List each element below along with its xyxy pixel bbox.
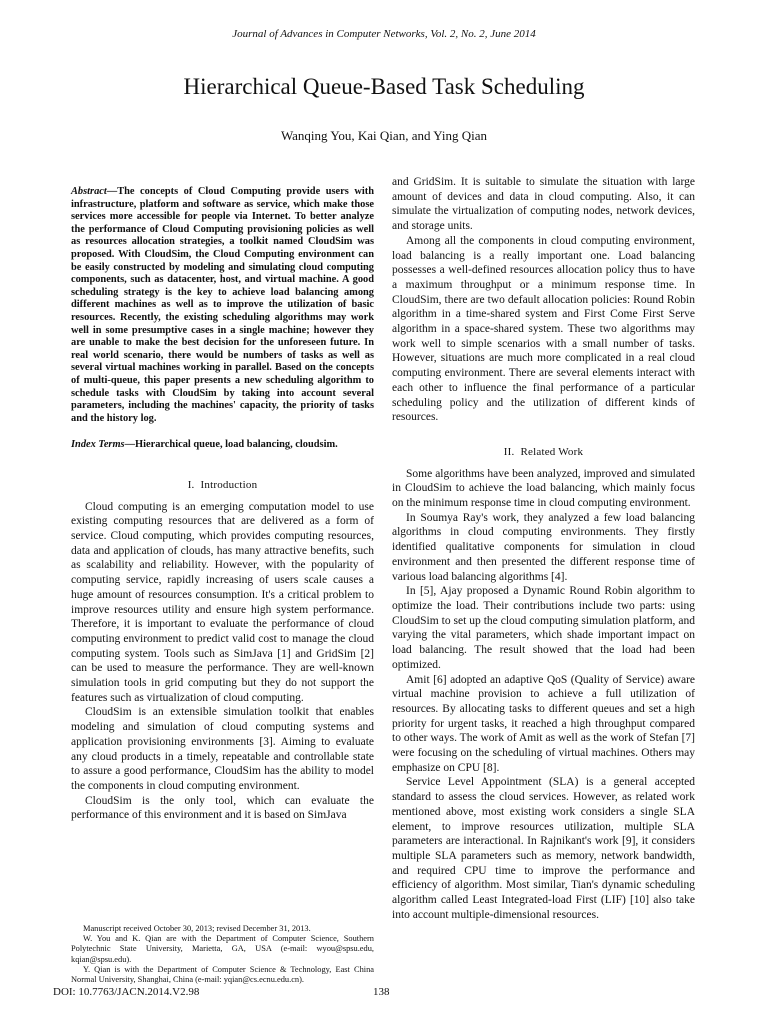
footnote: W. You and K. Qian are with the Department of Computer Science, Southern Polytechnic State University, Marietta, GA, USA (e-mail: wyou@spsu.edu, kqian@spsu.edu). — [71, 934, 374, 964]
section-heading-introduction — [71, 478, 374, 493]
footnotes — [71, 924, 374, 985]
footnote: Manuscript received October 30, 2013; revised December 31, 2013. — [83, 924, 311, 933]
paragraph: Service Level Appointment (SLA) is a general accepted standard to assess the cloud services. However, as related work mentioned above, most existing work considers a single SLA element, to improve resources utilization, multiple SLA parameters are interactional. In Rajnikant's work [9], it considers multiple SLA parameters such as memory, network bandwidth, and required CPU time to improve the performance and efficiency of algorithm. Most similar, Tian's dynamic scheduling algorithm called Least Integrated-load First (LIF) [10] also take into account multiple-dimensional resources. — [392, 776, 695, 921]
abstract-text: —The concepts of Cloud Computing provide users with infrastructure, platform and software as service, which make those services more accessible for people via Internet. To better analyze the performance of Cloud Computing provisioning policies as well as resources allocation strategies, a toolkit named CloudSim was proposed. With CloudSim, the Cloud Computing environment can be easily constructed by modeling and simulating cloud computing components, such as datacenter, host, and virtual machine. A good scheduling strategy is the key to achieve load balancing among different machines as well as to improve the utilization of basic resources. Recently, the existing scheduling algorithms may work well in some presumptive cases in a single machine; however they are unable to make the best decision for the unforeseen future. In real world scenario, there would be numbers of tasks as well as several virtual machines working in parallel. Based on the concepts of multi-queue, this paper presents a new scheduling algorithm to schedule tasks with CloudSim by taking into account several parameters, including the machines' capacity, the priority of tasks and the history log. — [71, 186, 374, 424]
paragraph: CloudSim is the only tool, which can evaluate the performance of this environment and it is based on SimJava — [71, 794, 374, 822]
index-terms — [71, 439, 374, 452]
paragraph: CloudSim is an extensible simulation toolkit that enables modeling and simulation of cloud computing systems and application provisioning environments [3]. Aiming to evaluate any cloud products in a timely, repeatable and controllable state to assure a good performance, CloudSim has the ability to model the components in cloud computing environment. — [71, 706, 374, 792]
doi: DOI: 10.7763/JACN.2014.V2.98 — [53, 986, 200, 998]
paragraph: Cloud computing is an emerging computation model to use existing computing resources that are delivered as a form of service. Cloud computing, which provides computing resources, data and application of clouds, has many attractive benefits, such as scalability and reliability. However, with the popularity of computing service, rapidly increasing of users scale causes a huge amount of resources consumption. It's a critical problem to improve resources utility and ensure high system performance. Therefore, it is important to evaluate the performance of cloud computing environment to predict valid cost to manage the cloud computing system. Tools such as SimJava [1] and GridSim [2] can be used to measure the performance. They are well-known simulation tools in grid computing but they do not support the features such as virtualization of cloud computing. — [71, 500, 374, 704]
section-number: II. — [503, 445, 515, 458]
paragraph: Among all the components in cloud computing environment, load balancing is a really important one. Load balancing possesses a well-defined resources allocation policy thus to have a maximum throughput or a minimum response time. In CloudSim, there are two default allocation policies: Round Robin algorithm in a time-shared system and First Come First Serve algorithm in a space-shared system. These two algorithms may work well to simple scenarios with a small number of tasks. However, situations are much more complicated in a real cloud computing environment. There are several elements interact with each other to influence the final performance of a particular scheduling policy and the utilization of different kinds of resources. — [392, 234, 695, 424]
paper-title: Hierarchical Queue-Based Task Scheduling — [183, 74, 585, 99]
paragraph: Amit [6] adopted an adaptive QoS (Quality of Service) aware virtual machine provision to achieve a full utilization of resources. By allocating tasks to different queues and set a high priority for urgent tasks, it reached a high throughput compared to other ways. The work of Amit as well as the work of Stefan [7] were focusing on the scheduling of virtual machines. Others may emphasize on CPU [8]. — [392, 673, 695, 774]
paragraph: Some algorithms have been analyzed, improved and simulated in CloudSim to achieve the load balancing, which mainly focus on the minimum response time in cloud computing environment. — [392, 467, 695, 510]
paragraph: In Soumya Ray's work, they analyzed a few load balancing algorithms in cloud computing environments. They firstly identified qualitative components for simulation in cloud environment and then presented the different response time of various load balancing algorithms [4]. — [392, 511, 695, 583]
section-number: I. — [187, 478, 195, 491]
abstract — [71, 186, 374, 425]
index-terms-text: —Hierarchical queue, load balancing, cloudsim. — [124, 439, 338, 451]
section-title: Related Work — [520, 445, 584, 458]
left-column — [71, 186, 374, 823]
page-number: 138 — [373, 986, 390, 998]
abstract-label: Abstract — [71, 186, 107, 197]
paper-authors: Wanqing You, Kai Qian, and Ying Qian — [280, 128, 488, 143]
right-column — [392, 175, 695, 922]
paragraph: and GridSim. It is suitable to simulate the situation with large amount of devices and data in cloud computing. Also, it can simulate the virtualization of computing nodes, network devices, and storage units. — [392, 176, 695, 233]
section-title: Introduction — [200, 478, 258, 491]
paragraph: In [5], Ajay proposed a Dynamic Round Robin algorithm to optimize the load. Their contributions include two parts: using CloudSim to set up the cloud computing simulation platform, and varying the vital parameters, which shade important impact on load balancing. The result showed that the load had been optimized. — [392, 585, 695, 671]
footnote: Y. Qian is with the Department of Computer Science & Technology, East China Normal University, Shanghai, China (e-mail: yqian@cs.ecnu.edu.cn). — [71, 964, 374, 985]
index-terms-label: Index Terms — [71, 439, 125, 451]
section-heading-related-work — [392, 445, 695, 460]
journal-header: Journal of Advances in Computer Networks, Vol. 2, No. 2, June 2014 — [232, 28, 536, 40]
